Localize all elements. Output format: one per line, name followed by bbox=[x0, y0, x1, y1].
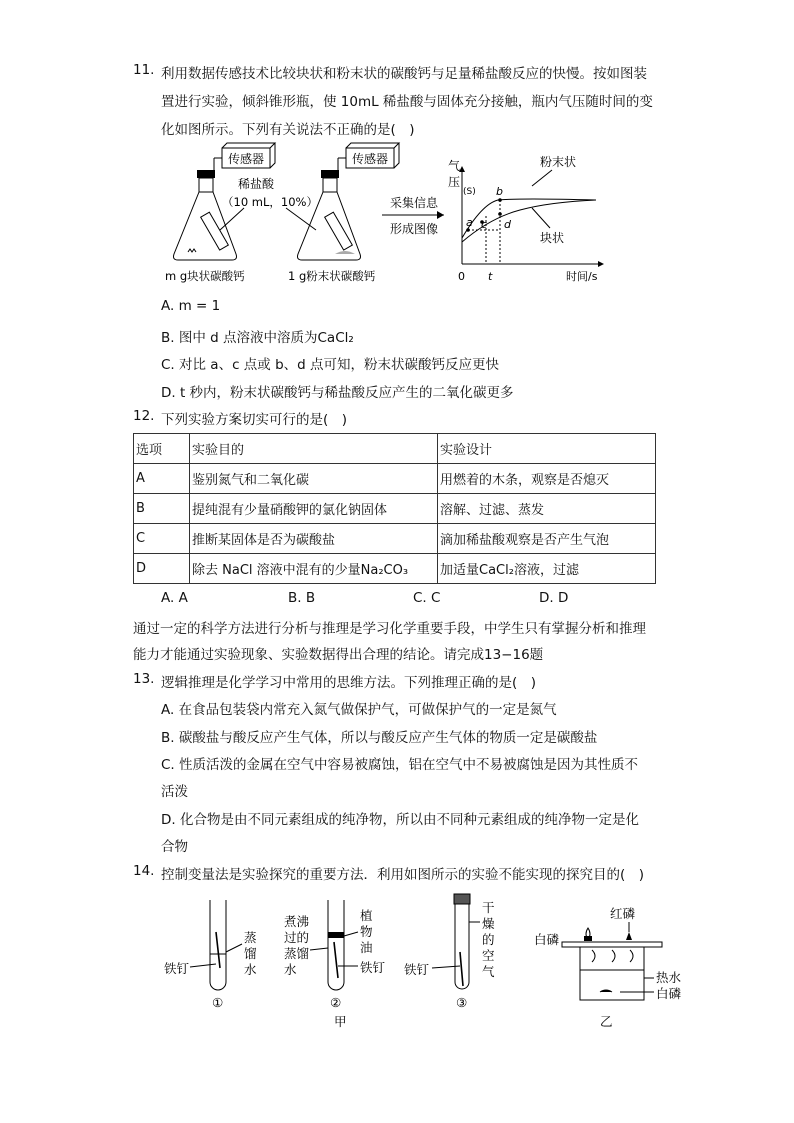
tube3-air-2: 燥 bbox=[482, 916, 495, 931]
acid-label: 稀盐酸 bbox=[237, 177, 275, 191]
q13-option-c[interactable]: C. 性质活泼的金属在空气中容易被腐蚀，铝在空气中不易被腐蚀是因为其性质不 bbox=[161, 757, 639, 773]
header-purpose: 实验目的 bbox=[190, 434, 438, 464]
curve-block-label: 块状 bbox=[540, 231, 565, 245]
q11-option-a[interactable]: A. m = 1 bbox=[161, 298, 221, 314]
q12-option-c[interactable]: C. C bbox=[413, 590, 441, 606]
row-b-purpose: 提纯混有少量硝酸钾的氯化钠固体 bbox=[190, 494, 438, 524]
tube2-left-2: 过的 bbox=[284, 930, 310, 945]
q13-option-a[interactable]: A. 在食品包装袋内常充入氮气做保护气，可做保护气的一定是氮气 bbox=[161, 702, 557, 718]
left-flask-label: m g块状碳酸钙 bbox=[165, 269, 245, 283]
tube2-left-3: 蒸馏 bbox=[284, 946, 310, 961]
point-d: d bbox=[504, 218, 511, 231]
q12-option-b[interactable]: B. B bbox=[288, 590, 316, 606]
right-sensor bbox=[338, 143, 399, 170]
tube1-liquid-3: 水 bbox=[244, 962, 257, 977]
table-row bbox=[134, 554, 656, 584]
tube3-air-5: 气 bbox=[482, 964, 495, 979]
tube2-left-1: 煮沸 bbox=[284, 914, 310, 929]
curve-powder-label: 粉末状 bbox=[540, 155, 577, 169]
left-sensor bbox=[214, 143, 275, 170]
white-phosphorus-top-label: 白磷 bbox=[534, 932, 560, 947]
tube1-number: ① bbox=[212, 995, 224, 1010]
tube2-oil-2: 物 bbox=[360, 924, 373, 939]
row-c-option: C bbox=[134, 524, 190, 554]
group-b-label: 乙 bbox=[600, 1014, 613, 1029]
tube2-nail-label: 铁钉 bbox=[360, 960, 386, 975]
tube2-oil-1: 植 bbox=[360, 908, 373, 923]
right-flask-label: 1 g粉末状碳酸钙 bbox=[288, 269, 376, 283]
tube3-nail-label: 铁钉 bbox=[404, 962, 430, 977]
q13-option-b[interactable]: B. 碳酸盐与酸反应产生气体，所以与酸反应产生气体的物质一定是碳酸盐 bbox=[161, 730, 598, 746]
q13-option-c-cont: 活泼 bbox=[161, 784, 188, 800]
group-b bbox=[534, 906, 682, 1029]
point-c: c bbox=[481, 218, 488, 231]
tube2-number: ② bbox=[330, 995, 342, 1010]
row-d-option: D bbox=[134, 554, 190, 584]
point-a: a bbox=[466, 216, 473, 229]
group-a-label: 甲 bbox=[334, 1014, 347, 1029]
q14-figure bbox=[160, 892, 700, 1032]
q12-stem: 下列实验方案切实可行的是( ) bbox=[161, 412, 348, 428]
y-label-1: 气 bbox=[448, 159, 461, 173]
tube2-left-4: 水 bbox=[284, 962, 297, 977]
q11-stem-line3: 化如图所示。下列有关说法不正确的是( ) bbox=[161, 122, 415, 138]
t-label: t bbox=[488, 270, 493, 283]
row-a-design: 用燃着的木条，观察是否熄灭 bbox=[438, 464, 656, 494]
q12-option-d[interactable]: D. D bbox=[539, 590, 569, 606]
point-b: b bbox=[496, 185, 503, 198]
q12-option-a[interactable]: A. A bbox=[161, 590, 188, 606]
q11-option-d[interactable]: D. t 秒内，粉末状碳酸钙与稀盐酸反应产生的二氧化碳更多 bbox=[161, 385, 514, 401]
red-phosphorus-label: 红磷 bbox=[610, 906, 636, 921]
q11-stem-line2: 置进行实验，倾斜锥形瓶，使 10mL 稀盐酸与固体充分接触，瓶内气压随时间的变 bbox=[161, 94, 653, 110]
origin-label: 0 bbox=[458, 270, 465, 283]
q12-number: 12. bbox=[133, 408, 155, 424]
row-b-option: B bbox=[134, 494, 190, 524]
q14-stem: 控制变量法是实验探究的重要方法．利用如图所示的实验不能实现的探究目的( ) bbox=[161, 867, 645, 883]
tube1-liquid-2: 馏 bbox=[244, 946, 257, 961]
arrow-top-label: 采集信息 bbox=[389, 196, 439, 210]
intro-line1: 通过一定的科学方法进行分析与推理是学习化学重要手段，中学生只有掌握分析和推理 bbox=[133, 621, 646, 637]
left-flask bbox=[174, 170, 237, 260]
header-design: 实验设计 bbox=[438, 434, 656, 464]
white-phosphorus-bottom-label: 白磷 bbox=[656, 986, 682, 1001]
q11-stem-line1: 利用数据传感技术比较块状和粉末状的碳酸钙与足量稀盐酸反应的快慢。按如图装 bbox=[161, 66, 647, 82]
table-row bbox=[134, 524, 656, 554]
tube3-air-4: 空 bbox=[482, 948, 495, 963]
row-d-purpose: 除去 NaCl 溶液中混有的少量Na₂CO₃ bbox=[190, 554, 438, 584]
intro-line2: 能力才能通过实验现象、实验数据得出合理的结论。请完成13−16题 bbox=[133, 647, 544, 663]
tube1-nail-label: 铁钉 bbox=[164, 961, 190, 976]
left-sensor-label: 传感器 bbox=[227, 152, 265, 166]
row-a-purpose: 鉴别氮气和二氧化碳 bbox=[190, 464, 438, 494]
q13-stem: 逻辑推理是化学学习中常用的思维方法。下列推理正确的是( ) bbox=[161, 675, 537, 691]
group-a bbox=[164, 894, 495, 1029]
hot-water-label: 热水 bbox=[656, 970, 682, 985]
table-row bbox=[134, 494, 656, 524]
table-row bbox=[134, 464, 656, 494]
pressure-graph bbox=[448, 154, 604, 283]
right-sensor-label: 传感器 bbox=[351, 152, 389, 166]
row-a-option: A bbox=[134, 464, 190, 494]
tube3-number: ③ bbox=[456, 995, 468, 1010]
q13-option-d[interactable]: D. 化合物是由不同元素组成的纯净物，所以由不同种元素组成的纯净物一定是化 bbox=[161, 812, 639, 828]
tube3-air-3: 的 bbox=[482, 932, 495, 947]
table-header-row bbox=[134, 434, 656, 464]
header-option: 选项 bbox=[134, 434, 190, 464]
x-label: 时间/s bbox=[566, 270, 598, 283]
row-c-purpose: 推断某固体是否为碳酸盐 bbox=[190, 524, 438, 554]
q11-option-c[interactable]: C. 对比 a、c 点或 b、d 点可知，粉末状碳酸钙反应更快 bbox=[161, 357, 500, 373]
y-unit: (S) bbox=[463, 187, 476, 197]
y-label-2: 压 bbox=[448, 175, 461, 189]
q12-table bbox=[133, 433, 656, 584]
acid-detail: （10 mL，10%） bbox=[222, 195, 318, 209]
row-d-design: 加适量CaCl₂溶液，过滤 bbox=[438, 554, 656, 584]
row-c-design: 滴加稀盐酸观察是否产生气泡 bbox=[438, 524, 656, 554]
tube3-air-1: 干 bbox=[482, 900, 495, 915]
q11-option-b[interactable]: B. 图中 d 点溶液中溶质为CaCl₂ bbox=[161, 330, 354, 346]
right-flask bbox=[298, 170, 361, 260]
tube1-liquid-1: 蒸 bbox=[244, 930, 257, 945]
tube2-oil-3: 油 bbox=[360, 940, 373, 955]
row-b-design: 溶解、过滤、蒸发 bbox=[438, 494, 656, 524]
q11-number: 11. bbox=[133, 62, 155, 78]
q11-figure bbox=[160, 142, 610, 290]
q13-number: 13. bbox=[133, 671, 155, 687]
q13-option-d-cont: 合物 bbox=[161, 839, 188, 855]
arrow-bottom-label: 形成图像 bbox=[389, 222, 439, 236]
q14-number: 14. bbox=[133, 863, 155, 879]
